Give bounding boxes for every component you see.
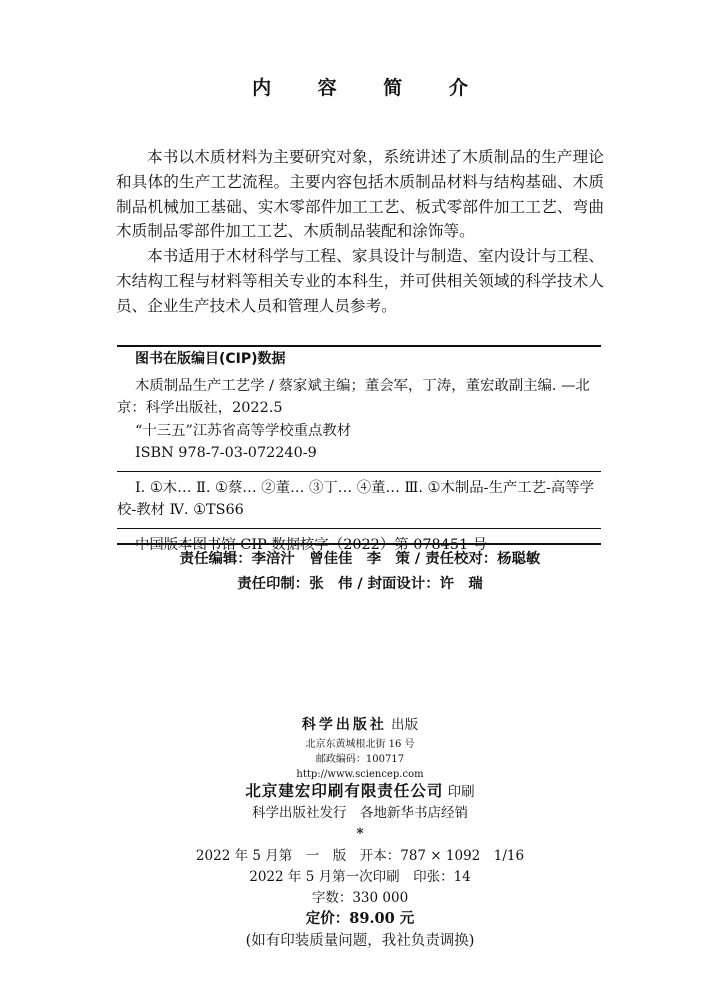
publisher-suffix: 出版 xyxy=(391,717,419,733)
cip-divider xyxy=(117,528,601,529)
cip-top-rule xyxy=(117,345,601,347)
cip-block xyxy=(117,348,601,556)
quality-note: (如有印装质量问题，我社负责调换) xyxy=(245,933,475,949)
printer-suffix: 印刷 xyxy=(447,784,475,800)
cip-classification: Ⅰ. ①木… Ⅱ. ①蔡… ②董… ③丁… ④董… Ⅲ. ①木制品-生产工艺-高等学校-教材 Ⅳ. ①TS66 xyxy=(117,479,595,518)
cip-entry: 木质制品生产工艺学 / 蔡家斌主编；董会军，丁涛，董宏敢副主编. —北京：科学出版社，2022.5 xyxy=(117,377,590,416)
printing-info: 2022 年 5 月第一次印刷 印张：14 xyxy=(249,869,471,885)
word-count: 字数：330 000 xyxy=(311,890,409,906)
page-title: 内 容 简 介 xyxy=(252,77,488,99)
price: 定价：89.00 元 xyxy=(305,910,415,927)
printer-name: 北京建宏印刷有限责任公司 xyxy=(245,781,444,800)
staff-editors: 责任编辑：李涪汁 曾佳佳 李 策 / 责任校对：杨聪敏 xyxy=(179,550,541,567)
intro-paragraph: 本书适用于木材科学与工程、家具设计与制造、室内设计与工程、木结构工程与材料等相关专业的本科生，并可供相关领域的科学技术人员、企业生产技术人员和管理人员参考。 xyxy=(116,247,604,315)
cip-bottom-rule xyxy=(117,543,601,545)
edition-info: 2022 年 5 月第 一 版 开本：787 × 1092 1/16 xyxy=(195,848,525,864)
publisher-line xyxy=(0,714,720,736)
introduction xyxy=(116,145,604,319)
publisher-name: 科学出版社 xyxy=(301,717,387,733)
publisher-postcode: 邮政编码：100717 xyxy=(315,754,405,765)
printer-line xyxy=(0,780,720,803)
staff-printing: 责任印制：张 伟 / 封面设计：许 瑞 xyxy=(237,575,483,592)
publisher-website: http://www.sciencep.com xyxy=(296,769,424,780)
cip-heading: 图书在版编目(CIP)数据 xyxy=(135,351,286,367)
cip-divider xyxy=(117,471,601,472)
star-separator: * xyxy=(356,826,364,842)
cip-isbn: ISBN 978-7-03-072240-9 xyxy=(135,445,317,461)
publisher-address: 北京东黄城根北街 16 号 xyxy=(305,739,415,750)
cip-series: “十三五”江苏省高等学校重点教材 xyxy=(135,422,352,439)
intro-paragraph: 本书以木质材料为主要研究对象，系统讲述了木质制品的生产理论和具体的生产工艺流程。主要内容包括木质制品材料与结构基础、木质制品机械加工基础、实木零部件加工工艺、板式零部件加工工艺、弯曲木质制品零部件加工工艺、木质制品装配和涂饰等。 xyxy=(116,148,604,241)
distribution: 科学出版社发行 各地新华书店经销 xyxy=(252,805,468,821)
